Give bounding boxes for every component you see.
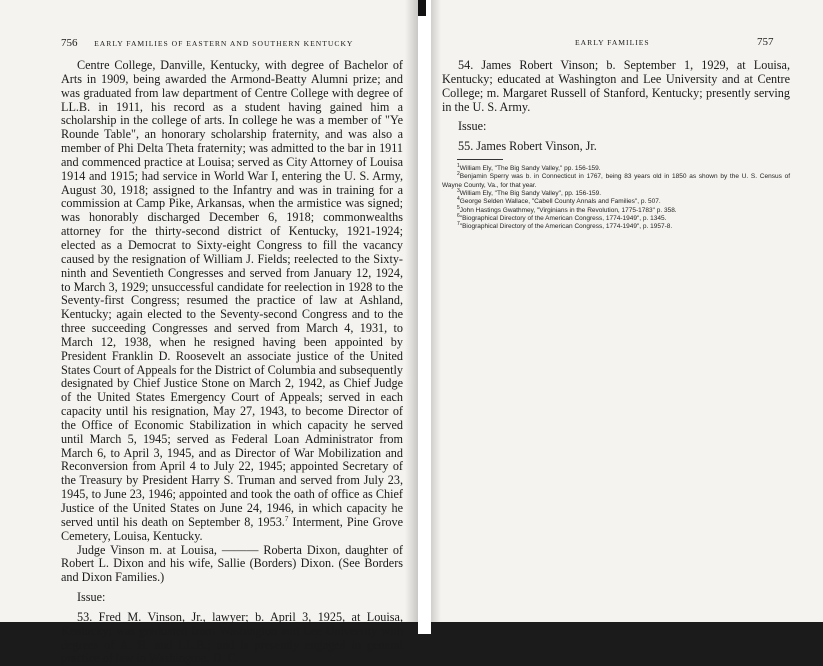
footnote-text: William Ely, "The Big Sandy Valley", pp. 156-159. <box>459 189 602 197</box>
footnote-text: William Ely, "The Big Sandy Valley," pp. 156-159. <box>459 165 601 173</box>
left-body-text <box>61 59 403 666</box>
paragraph: Judge Vinson m. at Louisa, ——— Roberta Dixon, daughter of Robert L. Dixon and his wife, Sallie (Borders) Dixon. (See Borders and Dixon Families.) <box>61 542 403 585</box>
footnote-text: "Biographical Directory of the American Congress, 1774-1949", p. 1957-8. <box>459 223 673 231</box>
footnote <box>442 198 790 206</box>
footnote-text: Benjamin Sperry was b. in Connecticut in 1767, being 83 years old in 1850 as shown by the U. S. Census of Wayne County, Va., for that year. <box>442 173 790 189</box>
gutter-shadow <box>431 0 441 622</box>
right-page-number: 757 <box>757 36 774 48</box>
right-body-text <box>442 59 790 231</box>
footnote <box>442 187 790 198</box>
footnote-marker: 1 <box>457 162 460 169</box>
left-page-number: 756 <box>61 37 78 49</box>
right-page <box>431 0 823 622</box>
right-running-title: EARLY FAMILIES <box>575 38 650 47</box>
footnote-marker: 5 <box>457 204 460 211</box>
footnote <box>442 220 790 231</box>
footnote <box>442 173 790 190</box>
footnote-rule <box>457 159 503 160</box>
footnote <box>442 204 790 215</box>
footnote-marker: 4 <box>457 196 460 203</box>
paragraph: 53. Fred M. Vinson, Jr., lawyer; b. April 3, 1925, at Louisa, Kentucky; was graduated from Washington and Lee University with degrees of A. B. and LL.B.; and is presently engaged in general practice of law in Washington, D. C. <box>61 609 403 666</box>
footnote-marker: 3 <box>457 187 460 194</box>
paragraph <box>61 59 403 544</box>
right-running-title-wrap <box>575 37 650 48</box>
gutter-shadow <box>405 0 418 622</box>
left-running-head <box>61 37 353 49</box>
footnote-marker: 2 <box>457 171 460 178</box>
binding-clip <box>418 0 426 16</box>
footnote-marker: 7 <box>457 220 460 227</box>
issue-heading: Issue: <box>77 590 106 605</box>
footnote-text: George Selden Wallace, "Cabell County Annals and Families", p. 507. <box>459 198 661 206</box>
footnote-ref: 7 <box>284 514 289 523</box>
footnote-text: "Biographical Directory of the American Congress, 1774-1949", p. 1345. <box>459 214 667 222</box>
paragraph: 54. James Robert Vinson; b. September 1, 1929, at Louisa, Kentucky; educated at Washington and Lee University and at Centre College; m. Margaret Russell of Stanford, Kentucky; presently serving in the U. S. Army. <box>442 58 790 114</box>
book-gutter <box>418 0 431 634</box>
issue-heading: Issue: <box>458 119 487 134</box>
paragraph-text: Centre College, Danville, Kentucky, with degree of Bachelor of Arts in 1909, being awarded the Armond-Beatty Alumni prize; and was graduated from law department of Centre College with degree of LL.B. in 1911, his record as a student having gained him a scholarship in the college of arts. In college he was a member of "Ye Rounde Table", an honorary scholarship fraternity, and was also a member of Phi Delta Theta fraternity; was admitted to the bar in 1911 and commenced practice at Louisa; served as City Attorney of Louisa 1914 and 1915; had service in World War I, entering the U. S. Army, August 30, 1918; assigned to the Infantry and was in training for a commission at Camp Pike, Arkansas, when the armistice was signed; was honorably discharged December 6, 1918; commonwealths attorney for the thirty-second district of Kentucky, 1921-1924; elected as a Democrat to Sixty-eight Congress to fill the vacancy caused by the resignation of William J. Fields; reelected to the Sixty-ninth and Seventieth Congresses and served from January 12, 1924, to March 3, 1929; unsuccessful candidate for reelection in 1928 to the Seventy-first Congress; resumed the practice of law at Ashland, Kentucky; again elected to the Seventy-second Congress and to the three succeeding Congresses and served from March 4, 1931, to March 12, 1938, when he resigned having been appointed by President Franklin D. Roosevelt an associate justice of the United States Court of Appeals for the District of Columbia and subsequently designated by Chief Justice Stone on March 2, 1942, as Chief Judge of the United States Emergency Court of Appeals; served in each capacity until his resignation, May 27, 1943, to become Director of the Office of Economic Stabilization in which capacity he served until March 5, 1945; served as Federal Loan Administrator from March 6, to April 3, 1945, and as Director of War Mobilization and Reconversion from April 4 to July 22, 1945; appointed Secretary of the Treasury by President Harry S. Truman and served from July 23, 1945, to June 23, 1946; appointed and took the oath of office as Chief Justice of the United States on June 24, 1946, in which capacity he served until his death on September 8, 1953. <box>61 58 403 529</box>
footnotes <box>442 162 790 231</box>
footnote-text: John Hastings Gwathmey, "Virginians in the Revolution, 1775-1783" p. 358. <box>459 206 677 214</box>
paragraph: 55. James Robert Vinson, Jr. <box>458 139 597 154</box>
left-running-title: EARLY FAMILIES OF EASTERN AND SOUTHERN KENTUCKY <box>94 39 354 48</box>
paragraph-tail: Interment, Pine Grove Cemetery, Louisa, Kentucky. <box>61 514 403 543</box>
right-page-number-wrap <box>757 36 774 48</box>
footnote-marker: 6 <box>457 212 460 219</box>
footnote <box>442 212 790 223</box>
